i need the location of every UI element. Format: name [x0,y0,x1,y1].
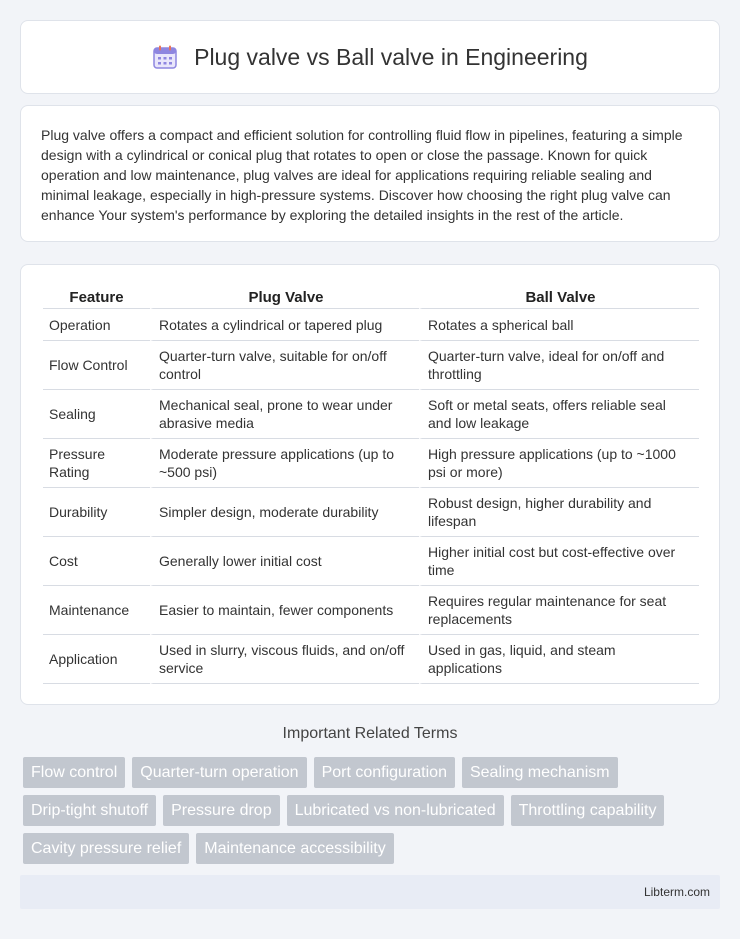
plug-cell: Quarter-turn valve, suitable for on/off control [150,341,419,390]
related-terms-list [23,757,723,864]
table-row [43,586,699,635]
table-row [43,537,699,586]
table-header-row [43,283,699,309]
feature-cell: Operation [43,309,150,341]
ball-cell: Soft or metal seats, offers reliable seal and low leakage [419,390,699,439]
header-ball-valve: Ball Valve [419,283,699,309]
ball-cell: High pressure applications (up to ~1000 psi or more) [419,439,699,488]
header-feature: Feature [43,283,150,309]
related-term-tag[interactable]: Cavity pressure relief [23,833,189,864]
feature-cell: Durability [43,488,150,537]
plug-cell: Mechanical seal, prone to wear under abrasive media [150,390,419,439]
page-title: Plug valve vs Ball valve in Engineering [194,43,588,70]
feature-cell: Maintenance [43,586,150,635]
footer [20,875,720,909]
related-term-tag[interactable]: Sealing mechanism [462,757,618,788]
intro-card [20,105,720,242]
feature-cell: Application [43,635,150,684]
comparison-card [20,264,720,705]
table-row [43,341,699,390]
related-term-tag[interactable]: Pressure drop [163,795,280,826]
plug-cell: Simpler design, moderate durability [150,488,419,537]
calendar-icon [152,44,178,70]
intro-text: Plug valve offers a compact and efficient solution for controlling fluid flow in pipelines, featuring a simple design with a cylindrical or conical plug that rotates to open or close the passage. Known for quick operation and low maintenance, plug valves are ideal for applications requiring reliable sealing and minimal leakage, especially in high-pressure systems. Discover how choosing the right plug valve can enhance Your system's performance by exploring the detailed insights in the rest of the article. [41,127,683,223]
comparison-table [43,283,699,684]
related-term-tag[interactable]: Quarter-turn operation [132,757,306,788]
related-term-tag[interactable]: Flow control [23,757,125,788]
related-term-tag[interactable]: Maintenance accessibility [196,833,393,864]
feature-cell: Sealing [43,390,150,439]
related-terms-heading: Important Related Terms [282,725,458,742]
footer-brand-link[interactable]: Libterm.com [643,885,710,899]
ball-cell: Requires regular maintenance for seat replacements [419,586,699,635]
table-row [43,439,699,488]
related-term-tag[interactable]: Throttling capability [511,795,665,826]
feature-cell: Pressure Rating [43,439,150,488]
related-term-tag[interactable]: Port configuration [314,757,455,788]
plug-cell: Moderate pressure applications (up to ~500 psi) [150,439,419,488]
title-card [20,20,720,94]
ball-cell: Robust design, higher durability and lifespan [419,488,699,537]
related-term-tag[interactable]: Lubricated vs non-lubricated [287,795,504,826]
table-row [43,635,699,684]
header-plug-valve: Plug Valve [150,283,419,309]
ball-cell: Quarter-turn valve, ideal for on/off and throttling [419,341,699,390]
related-term-tag[interactable]: Drip-tight shutoff [23,795,156,826]
plug-cell: Generally lower initial cost [150,537,419,586]
ball-cell: Rotates a spherical ball [419,309,699,341]
table-row [43,488,699,537]
ball-cell: Used in gas, liquid, and steam applications [419,635,699,684]
feature-cell: Flow Control [43,341,150,390]
plug-cell: Easier to maintain, fewer components [150,586,419,635]
ball-cell: Higher initial cost but cost-effective over time [419,537,699,586]
plug-cell: Used in slurry, viscous fluids, and on/off service [150,635,419,684]
feature-cell: Cost [43,537,150,586]
table-row [43,309,699,341]
plug-cell: Rotates a cylindrical or tapered plug [150,309,419,341]
table-row [43,390,699,439]
